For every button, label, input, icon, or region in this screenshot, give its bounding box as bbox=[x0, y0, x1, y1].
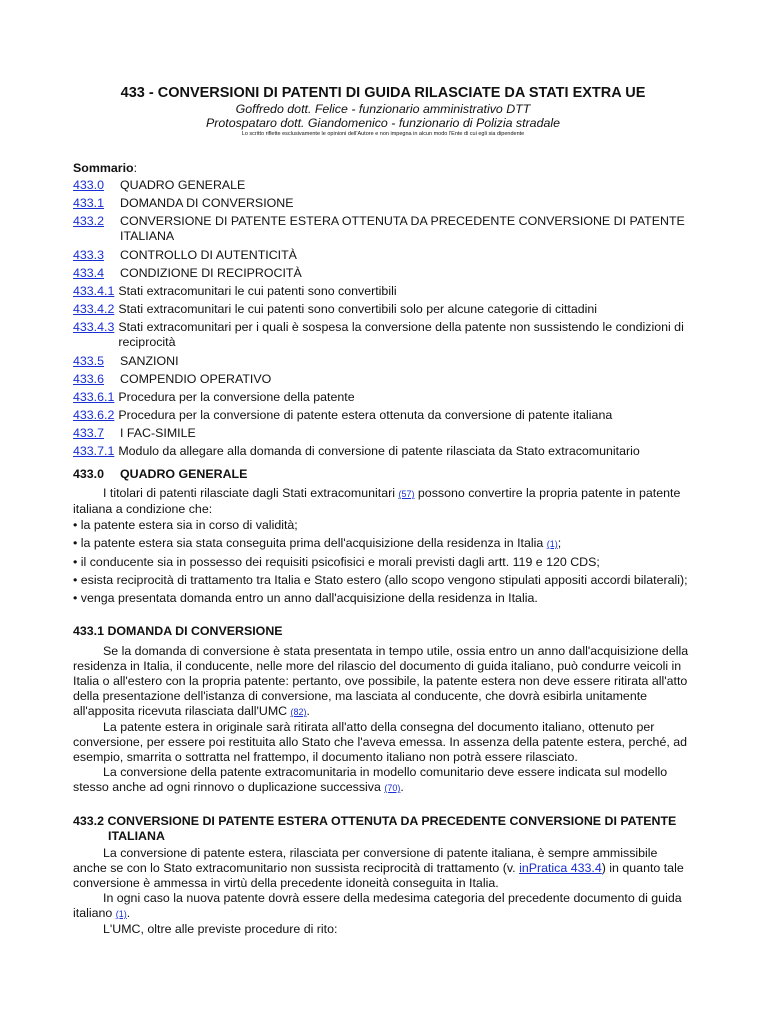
section-heading: 433.1 DOMANDA DI CONVERSIONE bbox=[73, 624, 283, 638]
sommario-heading bbox=[73, 161, 693, 176]
toc-link[interactable]: 433.6 bbox=[73, 372, 105, 386]
toc-text: Procedura per la conversione della patente bbox=[118, 390, 355, 404]
footnote-link[interactable]: (82) bbox=[290, 707, 307, 717]
toc-item[interactable] bbox=[73, 390, 693, 405]
toc-item[interactable] bbox=[73, 214, 693, 244]
toc-text: Stati extracomunitari le cui patenti sono convertibili solo per alcune categorie di cittadini bbox=[118, 302, 598, 316]
toc-text: Procedura per la conversione di patente estera ottenuta da conversione di patente italiana bbox=[118, 408, 613, 422]
toc-link[interactable]: 433.4 bbox=[73, 266, 105, 280]
toc-link[interactable]: 433.7 bbox=[73, 426, 105, 440]
toc-item[interactable] bbox=[73, 284, 693, 299]
inpratica-link[interactable]: inPratica 433.4 bbox=[519, 861, 602, 875]
toc-link[interactable]: 433.6.1 bbox=[73, 390, 115, 404]
paragraph: L'UMC, oltre alle previste procedure di rito: bbox=[103, 922, 338, 936]
document-title: 433 - CONVERSIONI DI PATENTI DI GUIDA RILASCIATE DA STATI EXTRA UE bbox=[120, 85, 646, 101]
toc-link[interactable]: 433.4.1 bbox=[73, 284, 115, 298]
paragraph: La patente estera in originale sarà ritirata all'atto della consegna del documento italiano, ottenuto per conversione, per essere poi restituita allo Stato che l'aveva emessa. In assenza della patente estera, perché, ad esempio, smarrita o sottratta nel frattempo, il documento italiano non potrà essere rilasciato. bbox=[73, 720, 687, 764]
toc-item[interactable] bbox=[73, 302, 693, 317]
author-line-2: Protospataro dott. Giandomenico - funzionario di Polizia stradale bbox=[205, 116, 561, 130]
footnote-link[interactable]: (1) bbox=[115, 909, 127, 919]
toc-item[interactable] bbox=[73, 426, 693, 441]
bullet-item bbox=[73, 536, 693, 552]
bullet-item: • esista reciprocità di trattamento tra Italia e Stato estero (allo scopo vengono stipulati appositi accordi bilaterali); bbox=[73, 573, 688, 587]
section-433-1 bbox=[73, 624, 693, 796]
toc-item[interactable] bbox=[73, 320, 693, 350]
toc-text: CONDIZIONE DI RECIPROCITÀ bbox=[120, 266, 302, 280]
text: ) in quanto tale conversione è ammessa in virtù della precedente idoneità conseguita in Italia. bbox=[73, 861, 684, 890]
text: possono convertire la propria patente in patente italiana a condizione che: bbox=[73, 486, 681, 516]
toc-text: DOMANDA DI CONVERSIONE bbox=[120, 196, 294, 210]
toc-link[interactable]: 433.0 bbox=[73, 178, 105, 192]
paragraph bbox=[73, 891, 693, 922]
paragraph bbox=[73, 846, 693, 891]
disclaimer: Lo scritto riflette esclusivamente le opinioni dell'Autore e non impegna in alcun modo l'Ente di cui egli sia dipendente bbox=[241, 131, 525, 137]
text: • la patente estera sia stata conseguita prima dell'acquisizione della residenza in Italia bbox=[73, 536, 547, 550]
toc-text: CONVERSIONE DI PATENTE ESTERA OTTENUTA DA PRECEDENTE CONVERSIONE DI PATENTE ITALIANA bbox=[120, 214, 685, 243]
bullet-item: • il conducente sia in possesso dei requisiti psicofisici e morali previsti dagli artt. 119 e 120 CDS; bbox=[73, 555, 600, 569]
toc-link[interactable]: 433.6.2 bbox=[73, 408, 115, 422]
toc-item[interactable] bbox=[73, 444, 693, 459]
toc-text: COMPENDIO OPERATIVO bbox=[120, 372, 272, 386]
footnote-link[interactable]: (70) bbox=[384, 783, 401, 793]
paragraph bbox=[73, 644, 693, 720]
sommario-label: Sommario bbox=[73, 161, 134, 175]
toc-link[interactable]: 433.2 bbox=[73, 214, 105, 228]
section-heading bbox=[73, 467, 693, 482]
document-page bbox=[73, 84, 693, 937]
text: La conversione di patente estera, rilasciata per conversione di patente italiana, è sempre ammissibile anche se con lo Stato extracomunitario non sussista reciprocità di trattamento (v. bbox=[73, 846, 658, 875]
toc-item[interactable] bbox=[73, 196, 693, 211]
text: I titolari di patenti rilasciate dagli Stati extracomunitari bbox=[103, 486, 399, 500]
toc-link[interactable]: 433.4.2 bbox=[73, 302, 115, 316]
text: Se la domanda di conversione è stata presentata in tempo utile, ossia entro un anno dall'acquisizione della residenza in Italia, il conducente, nelle more del rilascio del documento di guida italiano, può condurre veicoli in Italia o all'estero con la propria patente: pertanto, ove possibile, la patente estera non deve essere ritirata all'atto della presentazione dell'istanza di conversione, ma lasciata al conducente, che dovrà esibirla unitamente all'apposita ricevuta rilasciata dall'UMC bbox=[73, 644, 689, 718]
text: In ogni caso la nuova patente dovrà essere della medesima categoria del precedente documento di guida italiano bbox=[73, 891, 682, 920]
section-433-0 bbox=[73, 467, 693, 606]
toc-item[interactable] bbox=[73, 372, 693, 387]
toc-text: Stati extracomunitari le cui patenti sono convertibili bbox=[118, 284, 397, 298]
toc-text: I FAC-SIMILE bbox=[120, 426, 196, 440]
header bbox=[73, 84, 693, 138]
text: . bbox=[126, 906, 131, 920]
author-line-1: Goffredo dott. Felice - funzionario amministrativo DTT bbox=[235, 102, 531, 116]
text: ; bbox=[557, 536, 562, 550]
toc-link[interactable]: 433.7.1 bbox=[73, 444, 115, 458]
toc-link[interactable]: 433.3 bbox=[73, 248, 105, 262]
bullet-item: • venga presentata domanda entro un anno dall'acquisizione della residenza in Italia. bbox=[73, 591, 538, 605]
toc-item[interactable] bbox=[73, 266, 693, 281]
text: . bbox=[400, 780, 404, 794]
toc-text: SANZIONI bbox=[120, 354, 179, 368]
text: La conversione della patente extracomunitaria in modello comunitario deve essere indicata sul modello stesso anche ad ogni rinnovo o duplicazione successiva bbox=[73, 765, 668, 794]
paragraph bbox=[73, 765, 693, 796]
section-title: QUADRO GENERALE bbox=[120, 467, 248, 481]
toc-text: QUADRO GENERALE bbox=[120, 178, 246, 192]
section-433-2 bbox=[73, 814, 693, 937]
toc-text: Modulo da allegare alla domanda di conversione di patente rilasciata da Stato extracomunitario bbox=[118, 444, 640, 458]
toc-item[interactable] bbox=[73, 354, 693, 369]
bullet-item: • la patente estera sia in corso di validità; bbox=[73, 518, 298, 532]
sommario-colon: : bbox=[133, 161, 138, 175]
footnote-link[interactable]: (57) bbox=[398, 489, 415, 499]
toc-text: CONTROLLO DI AUTENTICITÀ bbox=[120, 248, 297, 262]
paragraph bbox=[73, 486, 693, 517]
toc-link[interactable]: 433.4.3 bbox=[73, 320, 115, 334]
footnote-link[interactable]: (1) bbox=[546, 539, 558, 549]
toc-link[interactable]: 433.5 bbox=[73, 354, 105, 368]
toc-item[interactable] bbox=[73, 408, 693, 423]
text: . bbox=[306, 704, 310, 718]
section-number: 433.0 bbox=[73, 467, 105, 481]
toc-item[interactable] bbox=[73, 248, 693, 263]
table-of-contents bbox=[73, 178, 693, 459]
toc-link[interactable]: 433.1 bbox=[73, 196, 105, 210]
section-heading: 433.2 CONVERSIONE DI PATENTE ESTERA OTTENUTA DA PRECEDENTE CONVERSIONE DI PATENTE ITALIANA bbox=[73, 814, 677, 843]
toc-text: Stati extracomunitari per i quali è sospesa la conversione della patente non sussistendo le condizioni di reciprocità bbox=[118, 320, 684, 349]
toc-item[interactable] bbox=[73, 178, 693, 193]
